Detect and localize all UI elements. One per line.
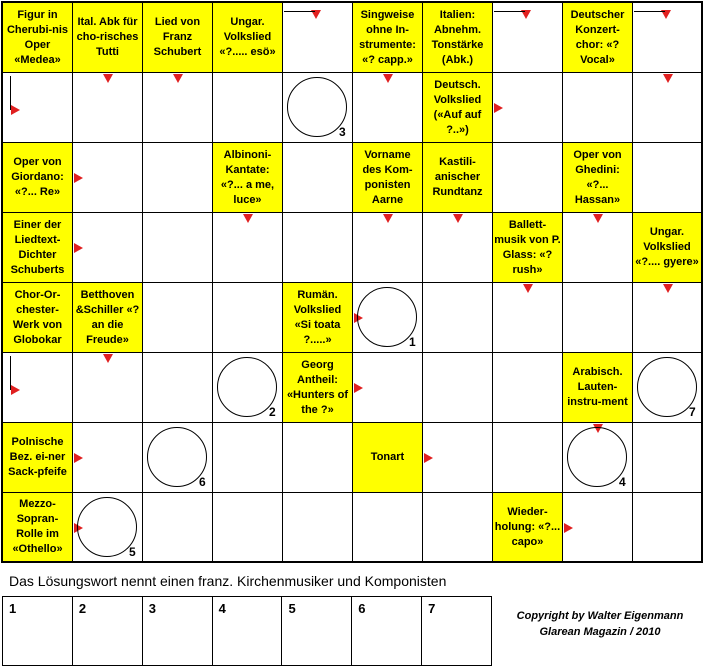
answer-cell[interactable] xyxy=(73,423,143,493)
clue-cell-deutscher-konzertchor xyxy=(563,3,633,73)
answer-cell[interactable] xyxy=(423,213,493,283)
answer-cell[interactable] xyxy=(213,213,283,283)
solution-marker-number: 1 xyxy=(409,335,416,349)
arrow-right-icon xyxy=(564,523,573,533)
clue-text: Einer der Liedtext-Dichter Schuberts xyxy=(10,218,65,276)
clue-text: Wieder-holung: «?... capo» xyxy=(494,505,561,548)
answer-cell[interactable] xyxy=(283,493,353,561)
solution-cell-label: 2 xyxy=(78,601,87,616)
solution-cell-6[interactable] xyxy=(352,597,422,665)
solution-cell-label: 4 xyxy=(218,601,226,616)
clue-text: Mezzo-Sopran-Rolle im «Othello» xyxy=(12,498,63,555)
arrow-stem xyxy=(284,11,315,12)
answer-cell[interactable] xyxy=(563,283,633,353)
solution-marker-circle xyxy=(77,497,137,557)
arrow-right-icon xyxy=(74,173,83,183)
solution-marker-circle xyxy=(357,287,417,347)
answer-cell[interactable] xyxy=(143,353,213,423)
clue-text: Arabisch. Lauten-instru-ment xyxy=(567,366,628,408)
clue-cell-georg-antheil xyxy=(283,353,353,423)
clue-text: Betthoven &Schiller «? an die Freude» xyxy=(75,288,140,346)
solution-cell-7[interactable] xyxy=(422,597,491,665)
answer-cell[interactable] xyxy=(423,353,493,423)
answer-cell[interactable] xyxy=(423,283,493,353)
arrow-right-icon xyxy=(74,453,83,463)
answer-cell[interactable] xyxy=(353,353,423,423)
solution-cell-label: 6 xyxy=(358,601,366,616)
answer-cell[interactable] xyxy=(633,73,701,143)
arrow-right-icon xyxy=(74,243,83,253)
clue-text: Ungar. Volkslied «?.... gyere» xyxy=(635,226,699,268)
solution-cell-3[interactable] xyxy=(143,597,213,665)
solution-marker-number: 6 xyxy=(199,475,206,489)
clue-text: Ungar. Volkslied «?..... esö» xyxy=(219,16,276,58)
arrow-right-icon xyxy=(11,105,20,115)
answer-cell[interactable] xyxy=(213,423,283,493)
copyright-line-1: Copyright by Walter Eigenmann xyxy=(516,610,684,622)
clue-text: Singweise ohne In-strumente: «? capp.» xyxy=(359,8,416,66)
clue-cell-ital-abk xyxy=(73,3,143,73)
clue-text: Polnische Bez. ei-ner Sack-pfeife xyxy=(8,436,67,478)
answer-cell[interactable] xyxy=(493,143,563,213)
answer-cell[interactable] xyxy=(493,73,563,143)
arrow-right-icon xyxy=(494,103,503,113)
clue-cell-tonart xyxy=(353,423,423,493)
clue-cell-chor-orchester xyxy=(3,283,73,353)
arrow-down-icon xyxy=(103,74,113,83)
arrow-down-icon xyxy=(663,74,673,83)
solution-instruction: Das Lösungswort nennt einen franz. Kirchenmusiker und Komponisten xyxy=(9,573,447,589)
solution-cell-label: 1 xyxy=(9,601,17,616)
arrow-right-icon xyxy=(11,385,20,395)
answer-cell[interactable] xyxy=(73,353,143,423)
solution-marker-number: 5 xyxy=(129,545,136,559)
clue-text: Ballett-musik von P. Glass: «? rush» xyxy=(494,218,561,276)
answer-cell[interactable] xyxy=(283,213,353,283)
answer-cell[interactable] xyxy=(353,73,423,143)
clue-cell-wiederholung xyxy=(493,493,563,561)
arrow-down-icon xyxy=(383,214,393,223)
clue-cell-ballettmusik xyxy=(493,213,563,283)
clue-text: Oper von Giordano: «?... Re» xyxy=(11,156,64,198)
answer-cell[interactable] xyxy=(143,283,213,353)
answer-cell[interactable] xyxy=(423,493,493,561)
answer-cell[interactable] xyxy=(283,423,353,493)
arrow-down-icon xyxy=(103,354,113,363)
arrow-right-icon xyxy=(424,453,433,463)
clue-text: Rumän. Volkslied «Si toata ?.....» xyxy=(293,288,342,346)
clue-text: Tonart xyxy=(370,451,405,463)
arrow-down-icon xyxy=(593,214,603,223)
arrow-right-icon xyxy=(354,383,363,393)
clue-cell-oper-giordano xyxy=(3,143,73,213)
clue-text: Figur in Cherubi-nis Oper «Medea» xyxy=(6,8,69,66)
answer-cell[interactable] xyxy=(143,493,213,561)
answer-cell[interactable] xyxy=(353,493,423,561)
answer-cell[interactable] xyxy=(213,73,283,143)
solution-marker-circle xyxy=(287,77,347,137)
clue-cell-liedtext-dichter xyxy=(3,213,73,283)
solution-cell-4[interactable] xyxy=(213,597,283,665)
answer-cell[interactable] xyxy=(73,143,143,213)
clue-cell-figur-cherubini xyxy=(3,3,73,73)
solution-cell-2[interactable] xyxy=(73,597,143,665)
answer-cell[interactable] xyxy=(633,283,701,353)
clue-text: Deutsch. Volkslied («Auf auf ?..») xyxy=(433,78,482,136)
answer-cell[interactable] xyxy=(143,73,213,143)
clue-text: Deutscher Konzert-chor: «? Vocal» xyxy=(570,8,625,66)
solution-marker-circle xyxy=(147,427,207,487)
answer-cell[interactable] xyxy=(143,143,213,213)
clue-cell-arabisch xyxy=(563,353,633,423)
solution-cell-label: 3 xyxy=(148,601,156,616)
solution-marker-circle xyxy=(567,427,627,487)
solution-marker-number: 7 xyxy=(689,405,696,419)
answer-cell[interactable] xyxy=(563,493,633,561)
arrow-down-icon xyxy=(523,284,533,293)
answer-cell[interactable] xyxy=(73,213,143,283)
clue-cell-oper-ghedini xyxy=(563,143,633,213)
crossword-grid xyxy=(1,1,703,563)
clue-cell-ungar-volkslied-gyere xyxy=(633,213,701,283)
clue-cell-beethoven-schiller xyxy=(73,283,143,353)
clue-cell-polnische xyxy=(3,423,73,493)
answer-cell[interactable] xyxy=(563,213,633,283)
clue-cell-mezzo xyxy=(3,493,73,561)
clue-cell-lied-schubert xyxy=(143,3,213,73)
clue-cell-singweise xyxy=(353,3,423,73)
answer-cell[interactable] xyxy=(143,213,213,283)
answer-cell[interactable] xyxy=(493,353,563,423)
clue-text: Oper von Ghedini: «?... Hassan» xyxy=(573,148,622,206)
solution-marker-circle xyxy=(217,357,277,417)
solution-cell-label: 5 xyxy=(288,601,296,616)
clue-cell-ungar-volkslied-eso xyxy=(213,3,283,73)
arrow-down-icon xyxy=(663,284,673,293)
solution-marker-number: 4 xyxy=(619,475,626,489)
arrow-stem xyxy=(634,11,665,12)
answer-cell[interactable] xyxy=(633,493,701,561)
clue-cell-ruman-volkslied xyxy=(283,283,353,353)
clue-text: Lied von Franz Schubert xyxy=(153,16,202,58)
answer-cell[interactable] xyxy=(423,423,493,493)
clue-cell-kastilianischer xyxy=(423,143,493,213)
solution-cell-5[interactable] xyxy=(282,597,352,665)
solution-marker-number: 3 xyxy=(339,125,346,139)
solution-marker-circle xyxy=(637,357,697,417)
arrow-down-icon xyxy=(453,214,463,223)
arrow-down-icon xyxy=(243,214,253,223)
solution-cell-label: 7 xyxy=(428,601,436,616)
clue-text: Ital. Abk für cho-risches Tutti xyxy=(76,16,139,58)
clue-text: Albinoni-Kantate: «?... a me, luce» xyxy=(220,148,275,206)
answer-cell[interactable] xyxy=(213,283,283,353)
answer-cell[interactable] xyxy=(283,143,353,213)
answer-cell[interactable] xyxy=(563,73,633,143)
answer-cell[interactable] xyxy=(73,73,143,143)
clue-cell-italien-abnehm xyxy=(423,3,493,73)
clue-text: Vorname des Kom-ponisten Aarne xyxy=(362,148,413,206)
arrow-down-icon xyxy=(383,74,393,83)
clue-text: Georg Antheil: «Hunters of the ?» xyxy=(286,358,349,416)
answer-cell[interactable] xyxy=(353,213,423,283)
clue-text: Italien: Abnehm. Tonstärke (Abk.) xyxy=(431,8,484,66)
answer-cell[interactable] xyxy=(633,423,701,493)
solution-box xyxy=(2,596,492,666)
solution-cell-1[interactable] xyxy=(3,597,73,665)
answer-cell[interactable] xyxy=(493,423,563,493)
arrow-down-icon xyxy=(173,74,183,83)
clue-cell-deutsch-volkslied xyxy=(423,73,493,143)
clue-text: Kastili-anischer Rundtanz xyxy=(432,156,483,198)
clue-cell-vorname-komponisten xyxy=(353,143,423,213)
arrow-stem xyxy=(494,11,525,12)
copyright-line-2: Glarean Magazin / 2010 xyxy=(539,626,661,638)
answer-cell[interactable] xyxy=(633,143,701,213)
answer-cell[interactable] xyxy=(213,493,283,561)
clue-text: Chor-Or-chester-Werk von Globokar xyxy=(12,288,63,346)
solution-marker-number: 2 xyxy=(269,405,276,419)
copyright-notice xyxy=(500,608,700,640)
answer-cell[interactable] xyxy=(493,283,563,353)
clue-cell-albinoni xyxy=(213,143,283,213)
